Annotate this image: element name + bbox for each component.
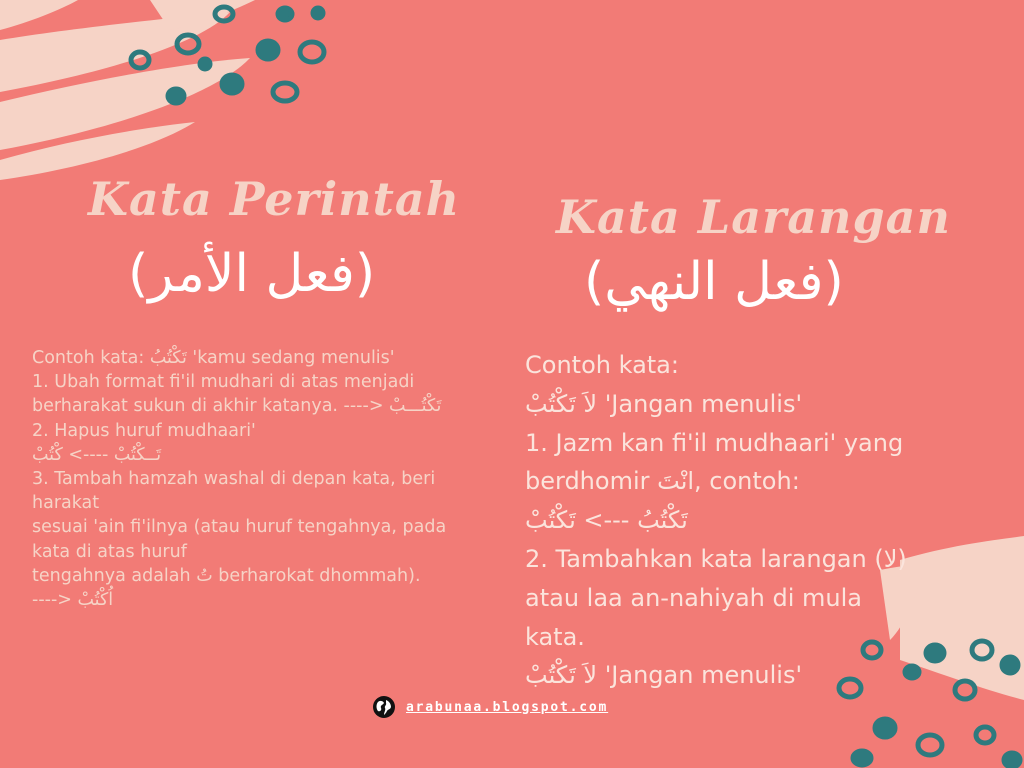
text-line: تَكْتُبُ ---> تَكْتُبْ <box>525 506 688 535</box>
text-line: harakat <box>32 493 100 514</box>
top-left-brush-stroke <box>0 0 255 180</box>
text-line: kata. <box>525 622 585 651</box>
footer-link[interactable] <box>372 694 608 720</box>
text-line: 3. Tambah hamzah washal di depan kata, beri <box>32 469 436 490</box>
right-arabic-title: (فعل النهي) <box>584 252 844 312</box>
text-line: Contoh kata: تَكْتُبُ 'kamu sedang menulis' <box>32 348 395 368</box>
blog-url[interactable]: arabunaa.blogspot.com <box>406 699 609 715</box>
text-line: berdhomir انْتَ, contoh: <box>525 467 800 496</box>
globe-icon <box>372 695 396 719</box>
right-title: Kata Larangan <box>556 190 951 244</box>
text-line: لاَ تَكْتُبْ 'Jangan menulis' <box>525 661 803 690</box>
text-line: tengahnya adalah تُ berharokat dhommah). <box>32 565 421 586</box>
text-line: atau laa an-nahiyah di mula <box>525 583 862 612</box>
text-line: sesuai 'ain fi'ilnya (atau huruf tengahnya, pada <box>32 517 447 538</box>
text-line: 2. Tambahkan kata larangan (لا) <box>525 544 907 573</box>
text-line: ----> اُكْتُبْ <box>32 590 114 611</box>
text-line: لاَ تَكْتُبْ 'Jangan menulis' <box>525 389 803 418</box>
text-line: kata di atas huruf <box>32 541 187 562</box>
left-title: Kata Perintah <box>88 172 461 226</box>
text-line: 1. Jazm kan fi'il mudhaari' yang <box>525 428 904 457</box>
text-line: 1. Ubah format fi'il mudhari di atas menjadi <box>32 372 415 393</box>
text-line: تَــكْتُبْ ----> كْتُبْ <box>32 444 162 465</box>
text-line: berharakat sukun di akhir katanya. ----> تَكْتُـــبْ <box>32 396 442 417</box>
text-line: 2. Hapus huruf mudhaari' <box>32 420 256 441</box>
left-arabic-title: (فعل الأمر) <box>128 244 376 304</box>
left-example-text <box>32 346 487 612</box>
text-line: Contoh kata: <box>525 351 679 379</box>
right-example-text <box>525 346 925 695</box>
